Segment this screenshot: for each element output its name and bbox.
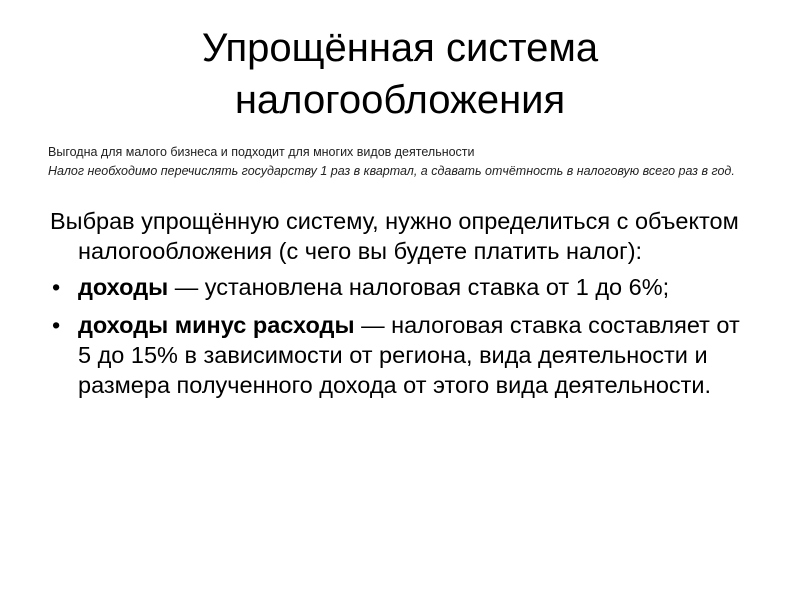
slide-body [50,206,750,408]
slide-title [0,22,800,126]
subtitle-line-2: Налог необходимо перечислять государству 1 раз в квартал, а сдавать отчётность в налоговую всего раз в год. [48,164,735,178]
bullet-term: доходы [78,274,169,300]
title-line-1: Упрощённая система [201,26,599,70]
bullet-icon: • [52,274,61,300]
subtitle-block [48,145,768,179]
bullet-item-income [50,272,750,302]
bullet-list [50,272,750,400]
bullet-icon: • [52,312,61,338]
subtitle-line-1: Выгодна для малого бизнеса и подходит для многих видов деятельности [48,145,475,159]
intro-paragraph: Выбрав упрощённую систему, нужно определиться с объектом налогообложения (с чего вы будете платить налог): [50,208,739,264]
title-line-2: налогообложения [234,78,566,122]
bullet-term: доходы минус расходы [78,312,355,338]
bullet-item-income-minus-expenses [50,310,750,400]
bullet-text: — установлена налоговая ставка от 1 до 6%; [168,274,670,300]
bullet-text: — налоговая ставка составляет от 5 до 15% в зависимости от региона, вида деятельности и размера полученного дохода от этого вида деятельности. [78,312,740,398]
